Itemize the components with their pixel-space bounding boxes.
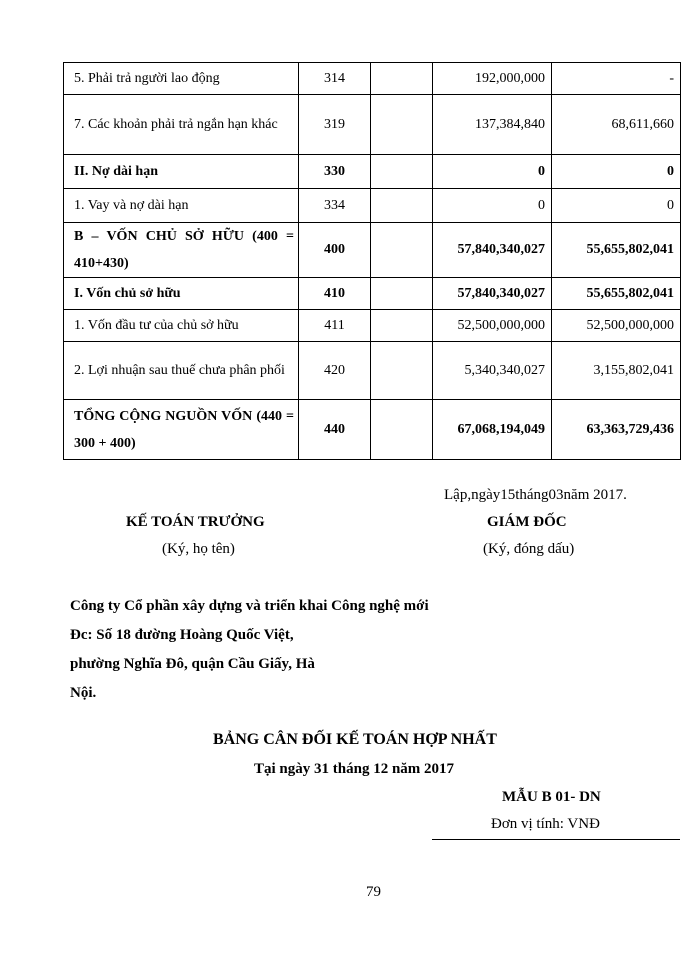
begin-balance-cell: 55,655,802,041	[552, 278, 681, 310]
begin-balance-cell: 55,655,802,041	[552, 223, 681, 278]
begin-balance-cell: 63,363,729,436	[552, 400, 681, 460]
date-line: Lập,ngày15tháng03năm 2017.	[444, 487, 627, 503]
form-code: MẪU B 01- DN	[502, 789, 601, 805]
account-code-cell: 440	[299, 400, 371, 460]
company-address-line2: phường Nghĩa Đô, quận Cầu Giấy, Hà	[70, 656, 315, 672]
balance-sheet-body	[64, 63, 681, 460]
table-row	[64, 223, 681, 278]
account-code-cell: 334	[299, 189, 371, 223]
table-row	[64, 342, 681, 400]
end-balance-cell: 0	[433, 155, 552, 189]
report-title: BẢNG CÂN ĐỐI KẾ TOÁN HỢP NHẤT	[213, 731, 497, 748]
note-cell	[371, 342, 433, 400]
end-balance-cell: 57,840,340,027	[433, 223, 552, 278]
end-balance-cell: 192,000,000	[433, 63, 552, 95]
note-cell	[371, 400, 433, 460]
chief-accountant-note: (Ký, họ tên)	[162, 541, 235, 557]
account-name-cell: B – VỐN CHỦ SỞ HỮU (400 = 410+430)	[64, 223, 299, 278]
end-balance-cell: 52,500,000,000	[433, 310, 552, 342]
table-row	[64, 63, 681, 95]
account-name-cell: 1. Vốn đầu tư của chủ sở hữu	[64, 310, 299, 342]
table-row	[64, 310, 681, 342]
account-code-cell: 420	[299, 342, 371, 400]
begin-balance-cell: 68,611,660	[552, 95, 681, 155]
account-code-cell: 410	[299, 278, 371, 310]
note-cell	[371, 310, 433, 342]
account-name-cell: 2. Lợi nhuận sau thuế chưa phân phối	[64, 342, 299, 400]
account-name-cell: 7. Các khoản phải trả ngắn hạn khác	[64, 95, 299, 155]
note-cell	[371, 189, 433, 223]
end-balance-cell: 67,068,194,049	[433, 400, 552, 460]
account-code-cell: 319	[299, 95, 371, 155]
end-balance-cell: 137,384,840	[433, 95, 552, 155]
account-name-cell: 1. Vay và nợ dài hạn	[64, 189, 299, 223]
note-cell	[371, 278, 433, 310]
begin-balance-cell: -	[552, 63, 681, 95]
table-row	[64, 155, 681, 189]
account-code-cell: 330	[299, 155, 371, 189]
note-cell	[371, 155, 433, 189]
table-row	[64, 189, 681, 223]
note-cell	[371, 63, 433, 95]
company-name: Công ty Cổ phần xây dựng và triển khai Công nghệ mới	[70, 598, 429, 614]
report-date: Tại ngày 31 tháng 12 năm 2017	[254, 761, 455, 777]
table-row	[64, 400, 681, 460]
account-name-cell: TỔNG CỘNG NGUỒN VỐN (440 = 300 + 400)	[64, 400, 299, 460]
account-code-cell: 411	[299, 310, 371, 342]
note-cell	[371, 223, 433, 278]
chief-accountant-title: KẾ TOÁN TRƯỞNG	[126, 514, 265, 530]
account-name-cell: II. Nợ dài hạn	[64, 155, 299, 189]
table-row	[64, 278, 681, 310]
end-balance-cell: 57,840,340,027	[433, 278, 552, 310]
note-cell	[371, 95, 433, 155]
begin-balance-cell: 3,155,802,041	[552, 342, 681, 400]
page-number: 79	[366, 884, 381, 900]
account-code-cell: 400	[299, 223, 371, 278]
begin-balance-cell: 0	[552, 189, 681, 223]
begin-balance-cell: 0	[552, 155, 681, 189]
begin-balance-cell: 52,500,000,000	[552, 310, 681, 342]
end-balance-cell: 5,340,340,027	[433, 342, 552, 400]
account-name-cell: I. Vốn chủ sở hữu	[64, 278, 299, 310]
balance-sheet-table	[63, 62, 681, 460]
company-address-line1: Đc: Số 18 đường Hoàng Quốc Việt,	[70, 627, 294, 643]
end-balance-cell: 0	[433, 189, 552, 223]
director-title: GIÁM ĐỐC	[487, 514, 567, 530]
table-row	[64, 95, 681, 155]
director-note: (Ký, đóng dấu)	[483, 541, 575, 557]
account-code-cell: 314	[299, 63, 371, 95]
divider-line	[432, 839, 680, 840]
currency-unit: Đơn vị tính: VNĐ	[491, 816, 600, 832]
account-name-cell: 5. Phải trả người lao động	[64, 63, 299, 95]
company-address-line3: Nội.	[70, 685, 97, 701]
